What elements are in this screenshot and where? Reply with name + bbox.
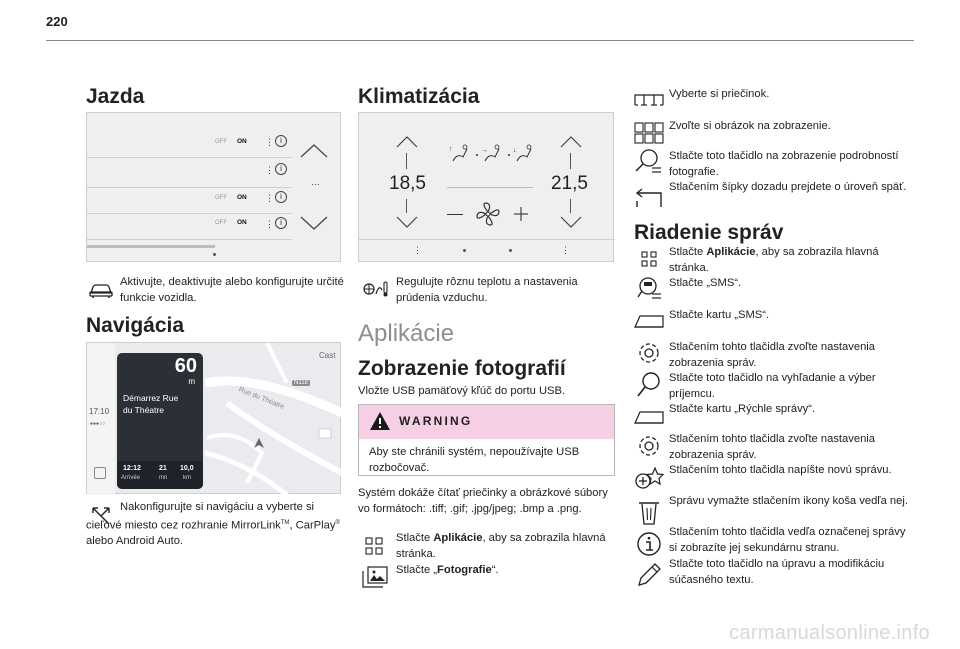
eta-minutes-label: mn (159, 475, 168, 481)
photos-intro: Vložte USB pamäťový kľúč do portu USB. (358, 385, 566, 397)
more-icon: ⋮ (561, 245, 570, 255)
page-indicator-dot (213, 253, 216, 256)
messages-step-8: Stlačením tohto tlačidla napíšte novú správu. (669, 464, 892, 476)
fan-plus-icon[interactable] (513, 206, 529, 222)
clock: 17:10 (89, 407, 110, 416)
navigation-map-screen (86, 342, 341, 494)
section-title-navigation: Navigácia (86, 314, 185, 337)
turn-card (117, 353, 203, 489)
messages-step-10: Stlačením tohto tlačidla vedľa označenej správy si zobrazíte jej sekundárnu stranu. (669, 526, 906, 554)
messages-step-2: Stlačte „SMS“. (669, 277, 742, 289)
warning-title: WARNING (399, 414, 473, 428)
navigation-arrow-icon (253, 437, 265, 449)
more-icon: ⋮ (265, 193, 274, 203)
section-title-messages: Riadenie správ (634, 221, 784, 244)
home-icon[interactable] (94, 467, 106, 479)
folder-view-icon (634, 92, 664, 106)
street-line-2: du Théatre (123, 405, 164, 415)
more-icon: ⋮ (265, 165, 274, 175)
warning-icon (369, 411, 391, 431)
toggle-off-label-1: OFF (215, 139, 227, 145)
photos-step-5: Stlačte toto tlačidlo na zobrazenie podrobností fotografie. (669, 150, 899, 178)
more-icon: ⋮ (413, 245, 422, 255)
climate-screen (358, 112, 614, 262)
search-icon (636, 371, 662, 399)
navigation-description: Nakonfigurujte si navigáciu a vyberte si cieľové miesto cez rozhranie MirrorLink™, CarPlay® alebo Android Auto. (86, 501, 340, 547)
arrival-time: 12:12 (123, 465, 141, 472)
left-rail (87, 343, 115, 495)
toggle-on-label-2: ON (237, 194, 247, 201)
sms-icon (636, 276, 662, 300)
fan-minus-icon[interactable] (447, 214, 463, 215)
left-temperature: 18,5 (389, 173, 426, 194)
section-title-photos: Zobrazenie fotografií (358, 357, 566, 380)
toggle-on-label-3: ON (237, 219, 247, 226)
right-temperature: 21,5 (551, 173, 588, 194)
turn-distance: 60 (174, 355, 197, 377)
street-line-1: Démarrez Rue (123, 393, 179, 403)
messages-step-3: Stlačte kartu „SMS“. (669, 309, 770, 321)
eta-minutes: 21 (159, 465, 167, 472)
dot-icon (509, 249, 512, 252)
info-icon[interactable]: i (275, 191, 287, 203)
more-icon: ⋮ (265, 137, 274, 147)
map-place-label: Cast (319, 351, 336, 360)
driving-description: Aktivujte, deaktivujte alebo konfigurujte určité funkcie vozidla. (120, 276, 344, 304)
messages-step-11: Stlačte toto tlačidlo na úpravu a modifikáciu súčasného textu. (669, 558, 885, 586)
settings-icon (636, 340, 662, 366)
more-icon: ⋮ (265, 219, 274, 229)
photos-step-6: Stlačením šípky dozadu prejdete o úroveň späť. (669, 181, 907, 193)
toggle-off-label-2: OFF (215, 195, 227, 201)
warning-text: Aby ste chránili systém, nepoužívajte USB rozbočovač. (369, 446, 580, 474)
map-road-label: Rue du Théatre (237, 386, 286, 411)
info-icon[interactable]: i (275, 217, 287, 229)
messages-step-4: Stlačením tohto tlačidla zvoľte nastavenia zobrazenia správ. (669, 341, 875, 369)
tab-icon (634, 410, 664, 424)
image-grid-icon (634, 122, 664, 144)
photos-step-2: Stlačte „Fotografie“. (396, 564, 499, 576)
climate-icon (362, 280, 390, 298)
fan-icon (475, 201, 501, 227)
section-title-climate: Klimatizácia (358, 85, 480, 108)
info-icon (636, 531, 662, 557)
header-rule (46, 40, 914, 41)
footer-watermark: carmanualsonline.info (729, 622, 930, 644)
road-shield: N118 (294, 380, 308, 386)
new-message-icon (634, 466, 664, 492)
info-icon[interactable]: i (275, 163, 287, 175)
ellipsis-icon: … (311, 177, 320, 187)
apps-grid-icon (641, 251, 657, 267)
edit-pencil-icon (636, 562, 662, 588)
svg-text:↑: ↑ (449, 146, 453, 153)
eta-bar (117, 461, 203, 489)
eta-km-label: km (183, 475, 191, 481)
dot-icon (463, 249, 466, 252)
photo-details-icon (634, 148, 662, 176)
turn-distance-unit: m (188, 377, 195, 386)
section-title-apps: Aplikácie (358, 320, 455, 347)
toggle-off-label-3: OFF (215, 220, 227, 226)
driving-screen (86, 112, 341, 262)
svg-text:→: → (481, 147, 488, 154)
right-temp-up-icon[interactable] (559, 135, 583, 149)
svg-text:↓: ↓ (513, 147, 517, 154)
messages-step-9: Správu vymažte stlačením ikony koša vedľa nej. (669, 495, 908, 507)
info-icon[interactable]: i (275, 135, 287, 147)
tab-icon (634, 314, 664, 328)
photos-step-3: Vyberte si priečinok. (669, 88, 770, 100)
trash-icon (638, 500, 660, 526)
left-temp-up-icon[interactable] (395, 135, 419, 149)
airflow-mode-icons[interactable] (447, 143, 535, 165)
warning-box (358, 404, 615, 476)
photos-step-1: Stlačte Aplikácie, aby sa zobrazila hlavná stránka. (396, 532, 606, 560)
apps-grid-icon (365, 537, 383, 555)
arrival-label: Arrivée (121, 475, 141, 481)
chevron-up-icon[interactable] (299, 143, 329, 159)
photos-step-4: Zvoľte si obrázok na zobrazenie. (669, 120, 831, 132)
chevron-down-icon[interactable] (299, 215, 329, 231)
climate-description: Regulujte rôznu teplotu a nastavenia prúdenia vzduchu. (396, 276, 578, 304)
section-title-driving: Jazda (86, 85, 145, 108)
eta-km: 10,0 (180, 465, 194, 472)
right-temp-down-icon[interactable] (559, 215, 583, 229)
messages-step-5: Stlačte toto tlačidlo na vyhľadanie a výber príjemcu. (669, 372, 876, 400)
settings-icon (636, 433, 662, 459)
photos-icon (362, 566, 388, 588)
messages-step-7: Stlačením tohto tlačidla zvoľte nastavenia zobrazenia správ. (669, 433, 875, 461)
toggle-on-label-1: ON (237, 138, 247, 145)
signal-icon: ●●●○○ (90, 421, 106, 427)
back-arrow-icon (634, 187, 664, 209)
photos-formats: Systém dokáže čítať priečinky a obrázkové súbory vo formátoch: .tiff; .gif; .jpg/jpeg; .bmp a .png. (358, 487, 608, 515)
messages-step-6: Stlačte kartu „Rýchle správy“. (669, 403, 816, 415)
messages-step-1: Stlačte Aplikácie, aby sa zobrazila hlavná stránka. (669, 246, 879, 274)
car-icon (88, 280, 114, 300)
left-temp-down-icon[interactable] (395, 215, 419, 229)
page-number: 220 (46, 14, 68, 29)
